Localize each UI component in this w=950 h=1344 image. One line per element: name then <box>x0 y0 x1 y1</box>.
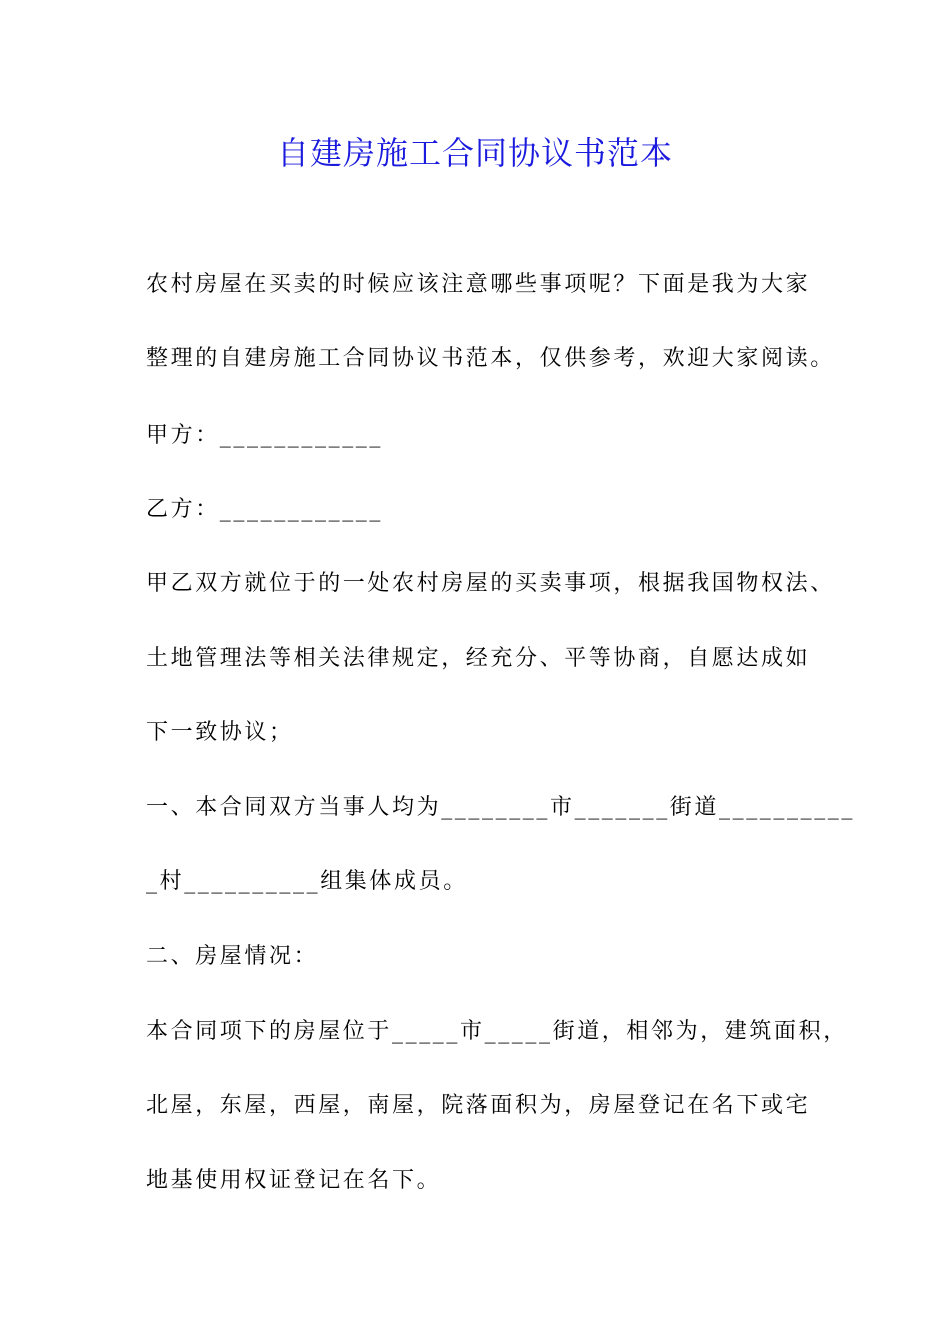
clause-one-line-2: _村__________组集体成员。 <box>146 869 468 894</box>
clause-two-line-1: 本合同项下的房屋位于_____市_____街道，相邻为，建筑面积， <box>146 1019 848 1044</box>
paragraph-line-agreement-1: 甲乙双方就位于的一处农村房屋的买卖事项，根据我国物权法、 <box>146 571 835 596</box>
clause-two-line-2: 北屋，东屋，西屋，南屋，院落面积为，房屋登记在名下或宅 <box>146 1093 811 1118</box>
paragraph-line-intro-1: 农村房屋在买卖的时候应该注意哪些事项呢？下面是我为大家 <box>146 272 811 297</box>
paragraph-line-intro-2: 整理的自建房施工合同协议书范本，仅供参考，欢迎大家阅读。 <box>146 346 835 371</box>
paragraph-line-agreement-3: 下一致协议； <box>146 720 294 745</box>
paragraph-line-agreement-2: 土地管理法等相关法律规定，经充分、平等协商，自愿达成如 <box>146 646 811 671</box>
clause-one-line-1: 一、本合同双方当事人均为________市_______街道__________ <box>146 795 856 820</box>
clause-two-line-3: 地基使用权证登记在名下。 <box>146 1168 442 1193</box>
party-b-line: 乙方：____________ <box>146 497 384 522</box>
document-title: 自建房施工合同协议书范本 <box>276 134 673 172</box>
clause-two-heading: 二、房屋情况： <box>146 944 319 969</box>
party-a-line: 甲方：____________ <box>146 423 384 448</box>
